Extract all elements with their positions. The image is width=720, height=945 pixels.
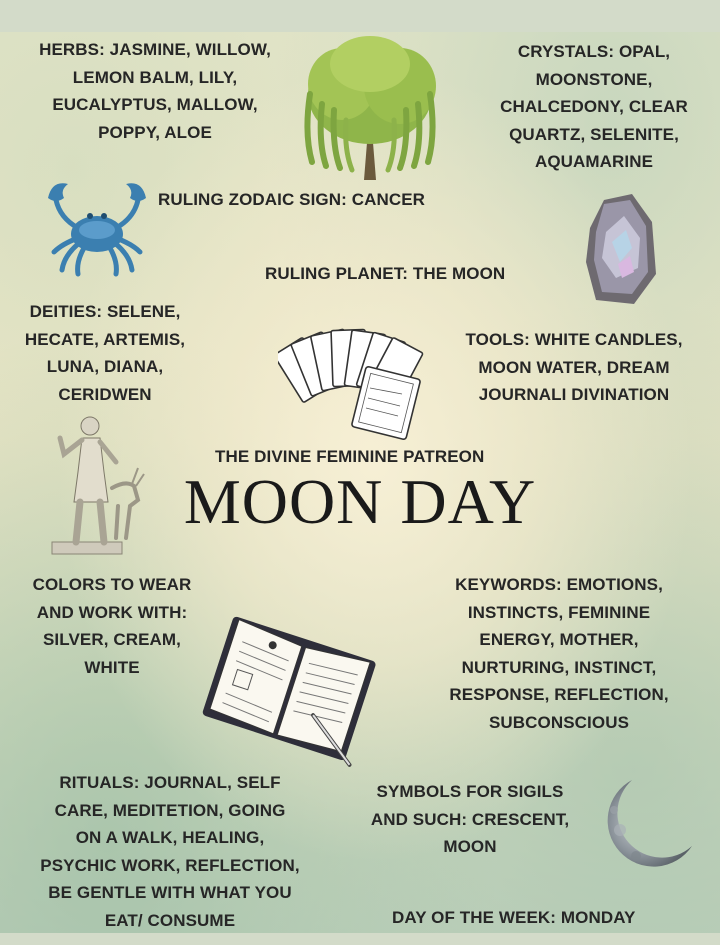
crystal-icon [582,192,660,308]
patreon-text: THE DIVINE FEMININE PATREON [215,447,485,466]
ruling-zodiac-text: RULING ZODAIC SIGN: CANCER [158,190,426,209]
crescent-moon-icon [596,776,696,876]
willow-tree-icon [282,34,458,182]
crystals-text: CRYSTALS: OPAL, MOONSTONE, CHALCEDONY, CLEAR QUARTZ, SELENITE, AQUAMARINE [500,42,688,171]
day-of-week-text: DAY OF THE WEEK: MONDAY [392,908,636,927]
moon-day-poster [0,32,720,933]
crab-icon [46,178,148,278]
bottom-frame-bar [0,933,720,945]
goddess-statue-icon [46,410,146,558]
tools-text: TOOLS: WHITE CANDLES, MOON WATER, DREAM JOURNALI DIVINATION [465,330,683,404]
journal-icon [198,616,388,776]
rituals-text: RITUALS: JOURNAL, SELF CARE, MEDITETION, GOING ON A WALK, HEALING, PSYCHIC WORK, REFLECTION, BE GENTLE WITH WHAT YOU EAT/ CONSUME [40,773,300,930]
herbs-text: HERBS: JASMINE, WILLOW, LEMON BALM, LILY, EUCALYPTUS, MALLOW, POPPY, ALOE [39,40,271,142]
colors-text: COLORS TO WEAR AND WORK WITH: SILVER, CREAM, WHITE [32,575,192,677]
ruling-planet-text: RULING PLANET: THE MOON [265,264,506,283]
deities-text: DEITIES: SELENE, HECATE, ARTEMIS, LUNA, DIANA, CERIDWEN [24,302,186,404]
tarot-cards-icon [278,322,438,442]
page-title: MOON DAY [183,466,537,537]
top-frame-bar [0,0,720,32]
keywords-text: KEYWORDS: EMOTIONS, INSTINCTS, FEMININE ENERGY, MOTHER, NURTURING, INSTINCT, RESPONSE, REFLECTION, SUBCONSCIOUS [449,575,669,732]
symbols-text: SYMBOLS FOR SIGILS AND SUCH: CRESCENT, MOON [370,782,570,856]
